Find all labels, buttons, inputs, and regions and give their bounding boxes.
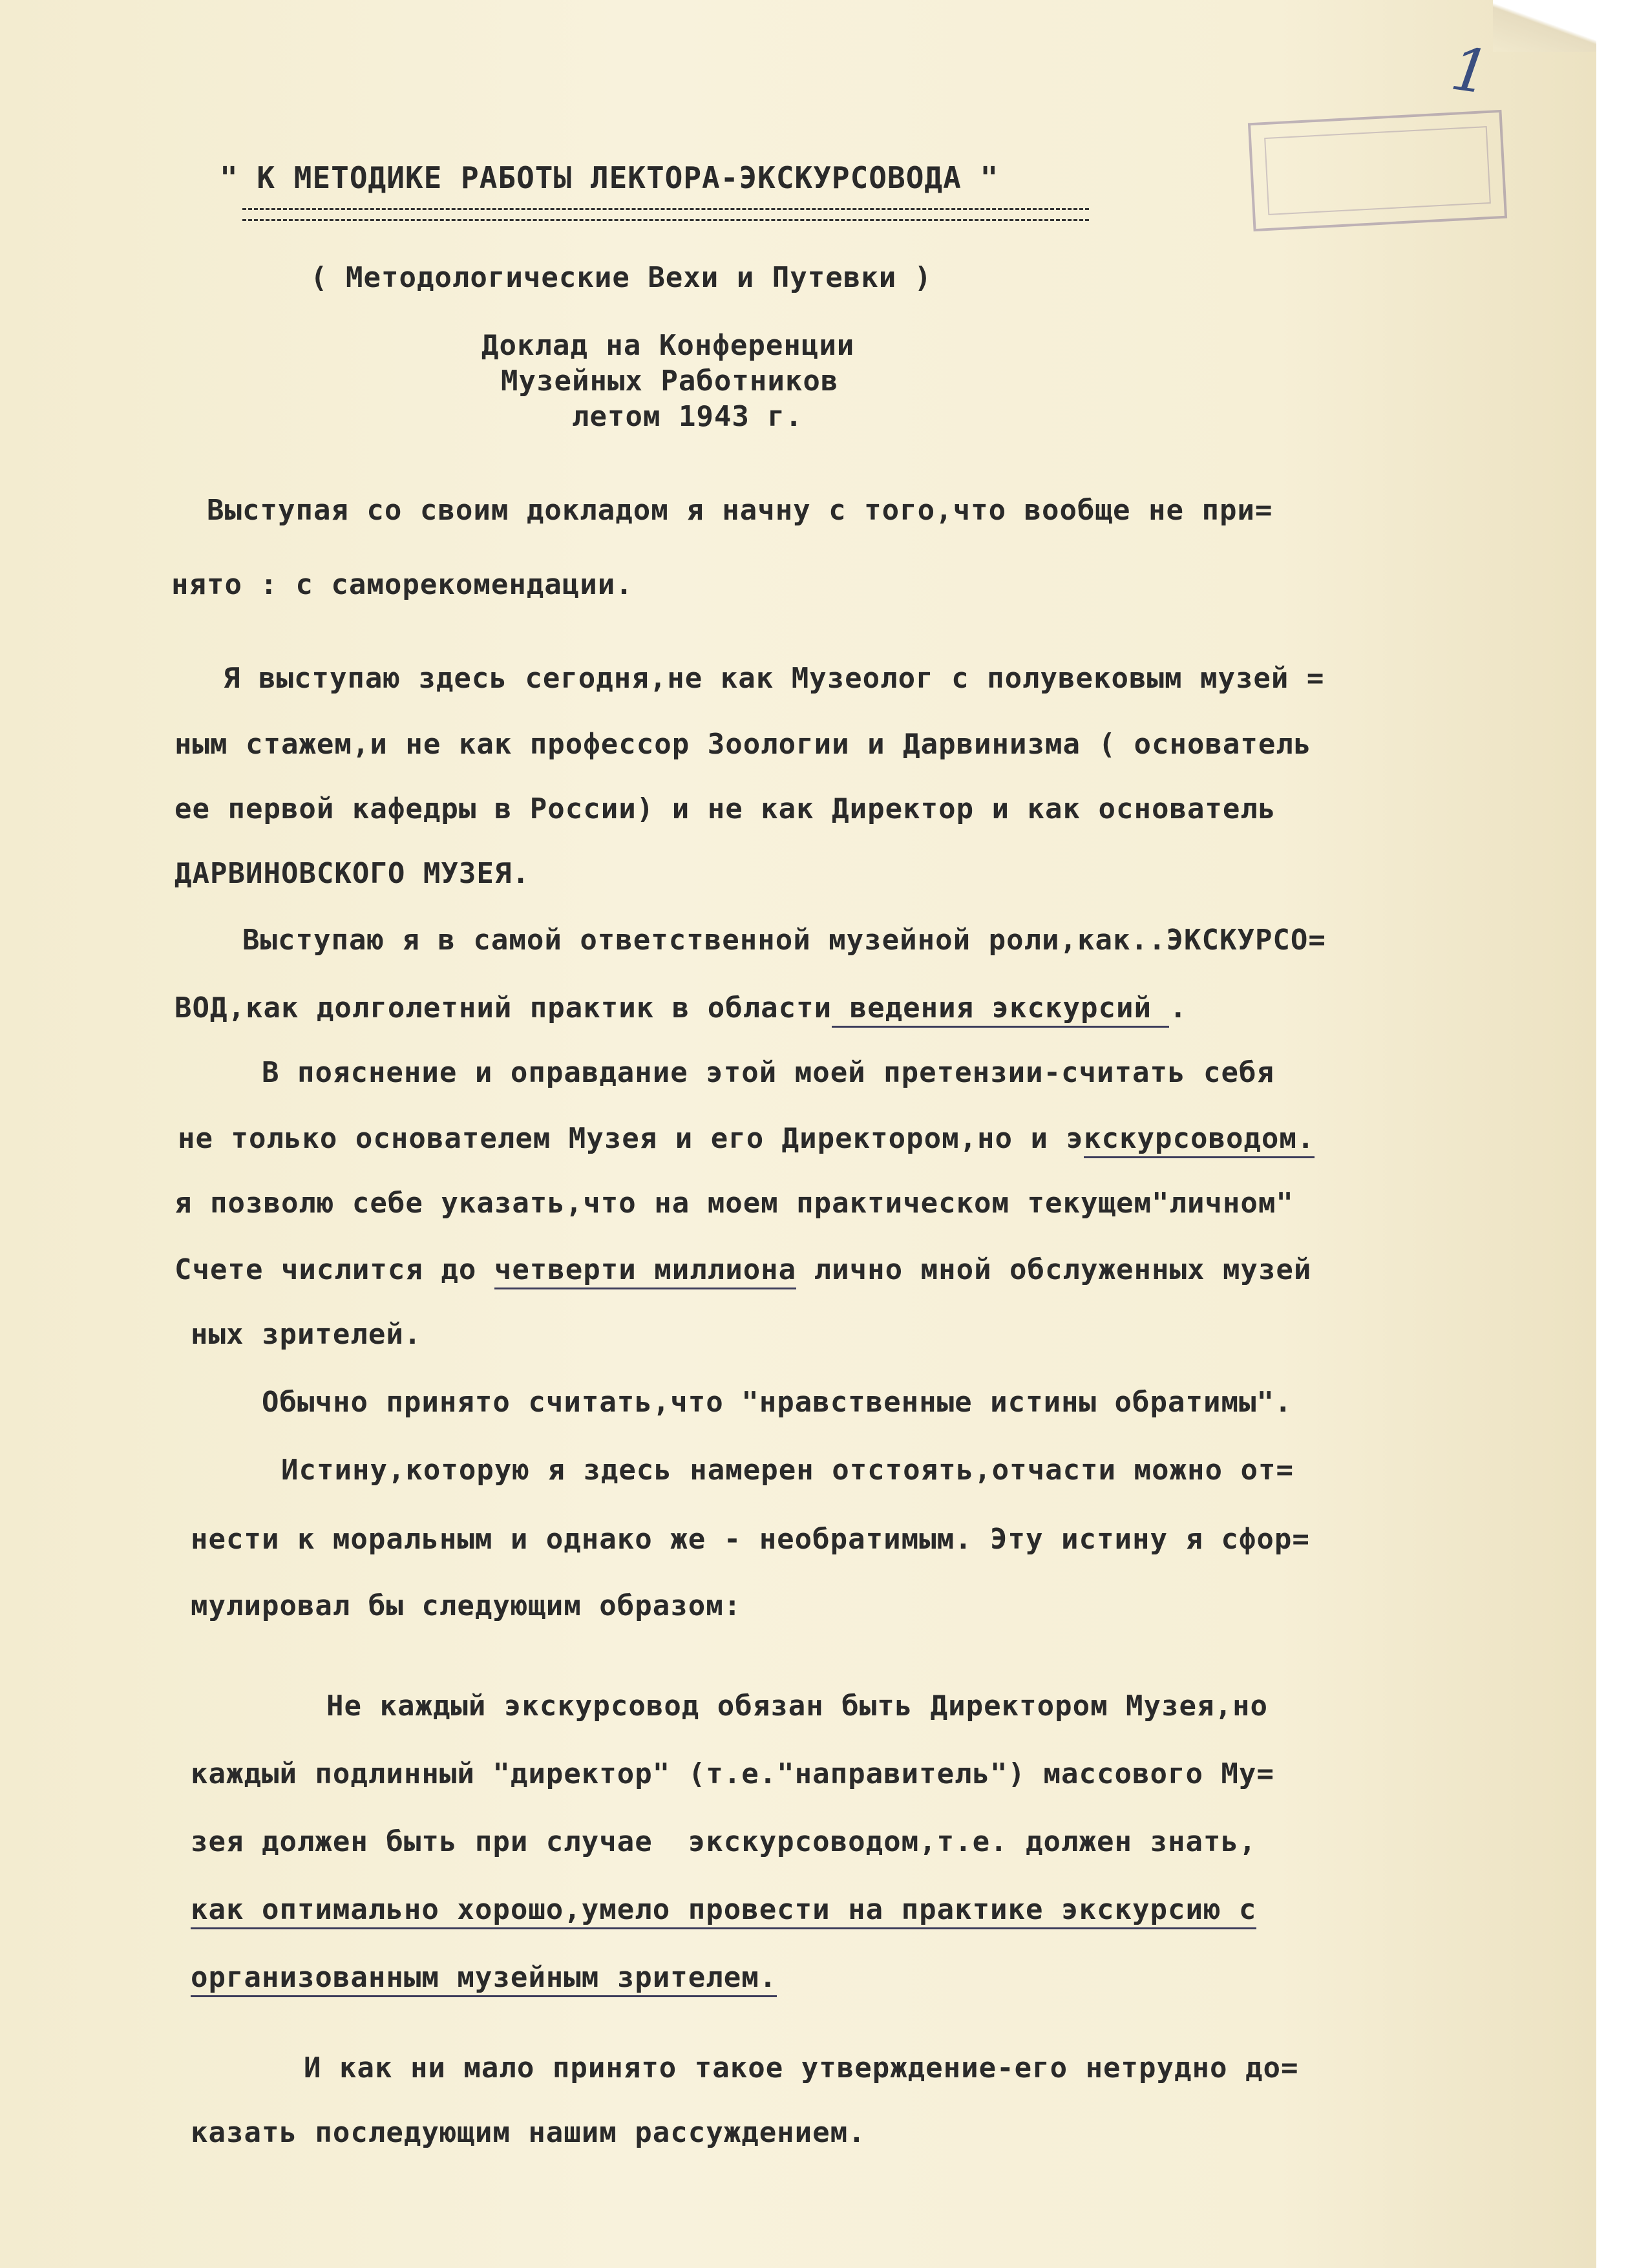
body-text: не только основателем Музея и его Директором,но и э <box>178 1122 1084 1155</box>
body-line: зея должен быть при случае экскурсоводом,т.е. должен знать, <box>191 1825 1257 1858</box>
body-line: каждый подлинный "директор" (т.е."направитель") массового Му= <box>191 1757 1274 1790</box>
document-subtitle: ( Методологические Вехи и Путевки ) <box>310 261 933 294</box>
body-line <box>191 1891 1256 1929</box>
archive-stamp <box>1248 110 1507 231</box>
underlined-phrase: кскурсоводом. <box>1084 1122 1315 1158</box>
body-line: Обычно принято считать,что "нравственные истины обратимы". <box>262 1386 1293 1419</box>
body-line: Выступая со своим докладом я начну с того,что вообще не при= <box>207 494 1273 527</box>
body-line <box>174 1251 1311 1289</box>
body-line: Истину,которую я здесь намерен отстоять,отчасти можно от= <box>281 1454 1294 1487</box>
body-line: ее первой кафедры в России) и не как Директор и как основатель <box>174 792 1276 825</box>
underlined-phrase: как оптимально хорошо,умело провести на практике экскурсию с <box>191 1893 1256 1929</box>
title-double-rule <box>242 208 1089 221</box>
body-line: Не каждый экскурсовод обязан быть Директором Музея,но <box>326 1690 1268 1722</box>
body-text: Счете числится до <box>174 1253 494 1286</box>
body-line <box>178 1119 1315 1158</box>
body-line: И как ни мало принято такое утверждение-его нетрудно до= <box>304 2051 1299 2084</box>
body-line: я позволю себе указать,что на моем практическом текущем"личном" <box>174 1187 1294 1220</box>
archive-stamp-frame <box>1264 126 1491 215</box>
body-text: ВОД,как долголетний практик в области <box>174 991 832 1024</box>
body-line: казать последующим нашим рассуждением. <box>191 2116 866 2149</box>
underlined-phrase: четверти миллиона <box>494 1253 796 1289</box>
body-text: . <box>1169 991 1187 1024</box>
body-line <box>191 1958 777 1997</box>
scan-margin <box>1596 0 1648 2268</box>
occasion-line-1: Доклад на Конференции <box>481 329 855 362</box>
handwritten-page-number: 1 <box>1446 34 1494 108</box>
occasion-line-3: летом 1943 г. <box>572 400 803 433</box>
body-line: мулировал бы следующим образом: <box>191 1589 742 1622</box>
document-title: " К МЕТОДИКЕ РАБОТЫ ЛЕКТОРА-ЭКСКУРСОВОДА " <box>220 160 999 195</box>
folded-corner <box>1493 0 1596 52</box>
body-line: ных зрителей. <box>191 1318 422 1351</box>
occasion-line-2: Музейных Работников <box>501 365 839 397</box>
underlined-phrase: ведения экскурсий <box>832 991 1169 1028</box>
body-line: Я выступаю здесь сегодня,не как Музеолог с полувековым музей = <box>223 662 1325 695</box>
body-line: нести к моральным и однако же - необратимым. Эту истину я сфор= <box>191 1523 1310 1556</box>
body-line: В пояснение и оправдание этой моей претензии-считать себя <box>262 1056 1274 1089</box>
body-line: нято : с саморекомендации. <box>171 568 633 601</box>
body-line: Выступаю я в самой ответственной музейной роли,как..ЭКСКУРСО= <box>242 924 1326 957</box>
body-text: лично мной обслуженных музей <box>796 1253 1312 1286</box>
underlined-phrase: организованным музейным зрителем. <box>191 1961 777 1997</box>
body-line: ДАРВИНОВСКОГО МУЗЕЯ. <box>174 857 530 890</box>
body-line <box>174 989 1187 1028</box>
body-line: ным стажем,и не как профессор Зоологии и Дарвинизма ( основатель <box>174 728 1312 761</box>
